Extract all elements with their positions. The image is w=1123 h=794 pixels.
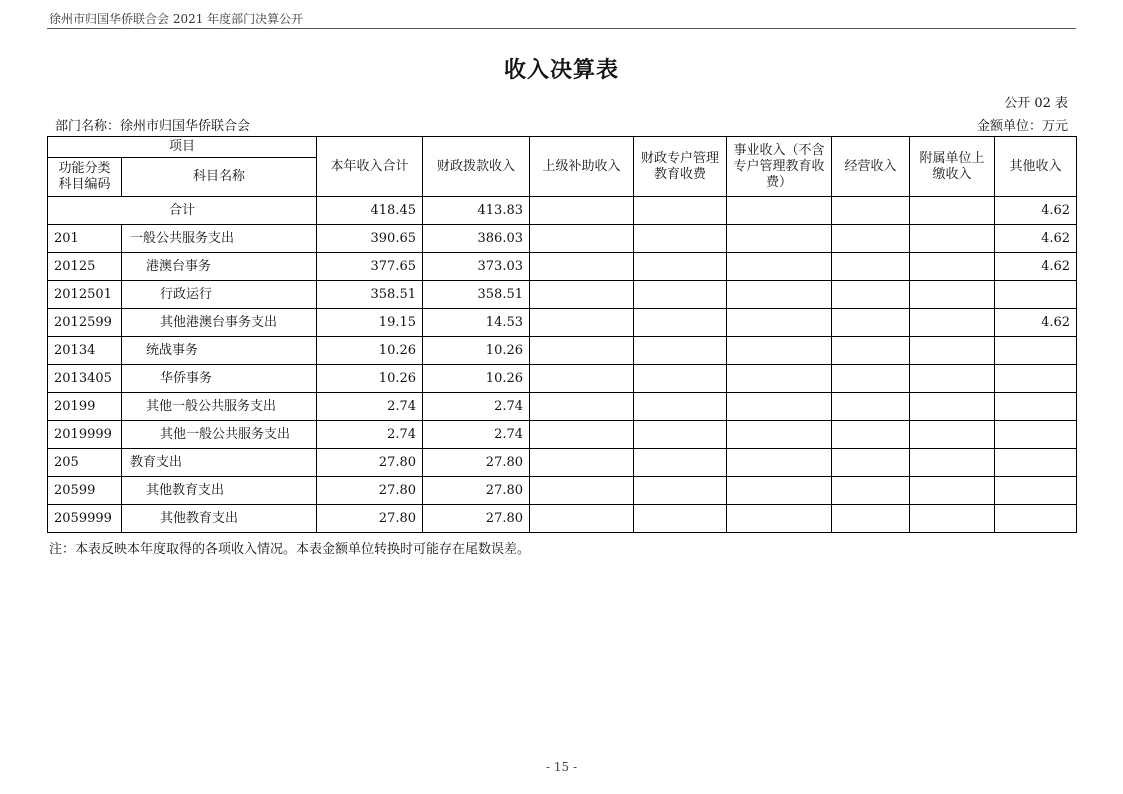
row-ops [832,309,910,337]
row-fiscal: 10.26 [423,337,530,365]
row-ops [832,253,910,281]
header-superior: 上级补助收入 [530,137,634,197]
running-header: 徐州市归国华侨联合会 2021 年度部门决算公开 [49,12,304,26]
row-biz [727,449,832,477]
row-superior [530,505,634,533]
row-fiscal: 14.53 [423,309,530,337]
total-row [48,197,1077,225]
row-total: 10.26 [317,337,423,365]
row-name: 华侨事务 [122,365,317,393]
row-edu [634,421,727,449]
row-name: 其他一般公共服务支出 [122,421,317,449]
row-biz [727,365,832,393]
row-name: 统战事务 [122,337,317,365]
row-total: 27.80 [317,449,423,477]
header-name: 科目名称 [122,158,317,197]
row-fiscal: 358.51 [423,281,530,309]
row-fiscal: 373.03 [423,253,530,281]
total-affil [910,197,995,225]
row-edu [634,393,727,421]
table-row [48,225,1077,253]
row-other [995,393,1077,421]
row-name: 其他教育支出 [122,505,317,533]
header-divider [47,28,1076,29]
table-row [48,449,1077,477]
row-code: 20125 [48,253,122,281]
row-other [995,477,1077,505]
row-biz [727,505,832,533]
row-fiscal: 27.80 [423,477,530,505]
table-row [48,365,1077,393]
header-edu: 财政专户管理教育收费 [634,137,727,197]
total-total: 418.45 [317,197,423,225]
row-superior [530,449,634,477]
table-row [48,505,1077,533]
row-total: 19.15 [317,309,423,337]
row-ops [832,337,910,365]
header-ops: 经营收入 [832,137,910,197]
row-fiscal: 27.80 [423,505,530,533]
row-superior [530,309,634,337]
row-name: 其他一般公共服务支出 [122,393,317,421]
total-label: 合计 [48,197,317,225]
row-total: 377.65 [317,253,423,281]
row-code: 2059999 [48,505,122,533]
row-other: 4.62 [995,253,1077,281]
total-fiscal: 413.83 [423,197,530,225]
row-name: 其他港澳台事务支出 [122,309,317,337]
row-total: 2.74 [317,421,423,449]
row-fiscal: 10.26 [423,365,530,393]
row-code: 201 [48,225,122,253]
row-other [995,337,1077,365]
row-affil [910,365,995,393]
row-edu [634,449,727,477]
row-other [995,505,1077,533]
table-row [48,309,1077,337]
row-edu [634,225,727,253]
row-total: 10.26 [317,365,423,393]
row-affil [910,393,995,421]
table-number: 公开 02 表 [1004,96,1068,111]
row-affil [910,421,995,449]
department-name: 部门名称：徐州市归国华侨联合会 [55,119,251,134]
total-biz [727,197,832,225]
row-superior [530,281,634,309]
total-superior [530,197,634,225]
total-other: 4.62 [995,197,1077,225]
row-ops [832,421,910,449]
row-edu [634,337,727,365]
table-row [48,253,1077,281]
total-ops [832,197,910,225]
row-edu [634,253,727,281]
row-other [995,421,1077,449]
row-ops [832,393,910,421]
row-other [995,281,1077,309]
amount-unit: 金额单位：万元 [976,119,1068,134]
row-superior [530,337,634,365]
header-code: 功能分类科目编码 [48,158,122,197]
row-ops [832,449,910,477]
row-biz [727,337,832,365]
row-code: 2012599 [48,309,122,337]
row-name: 一般公共服务支出 [122,225,317,253]
row-biz [727,281,832,309]
row-ops [832,225,910,253]
row-ops [832,365,910,393]
row-affil [910,337,995,365]
table-row [48,393,1077,421]
table-note: 注：本表反映本年度取得的各项收入情况。本表金额单位转换时可能存在尾数误差。 [49,542,531,557]
row-affil [910,477,995,505]
table-row [48,281,1077,309]
row-name: 行政运行 [122,281,317,309]
row-name: 港澳台事务 [122,253,317,281]
row-affil [910,449,995,477]
row-biz [727,393,832,421]
row-fiscal: 386.03 [423,225,530,253]
row-name: 教育支出 [122,449,317,477]
row-fiscal: 27.80 [423,449,530,477]
row-ops [832,281,910,309]
row-total: 27.80 [317,477,423,505]
row-code: 205 [48,449,122,477]
row-affil [910,253,995,281]
row-edu [634,281,727,309]
row-biz [727,477,832,505]
row-total: 2.74 [317,393,423,421]
header-affil: 附属单位上缴收入 [910,137,995,197]
row-fiscal: 2.74 [423,393,530,421]
row-edu [634,477,727,505]
row-affil [910,225,995,253]
page-title: 收入决算表 [503,57,619,83]
header-other: 其他收入 [995,137,1077,197]
header-row [48,137,1077,158]
table-row [48,477,1077,505]
row-ops [832,477,910,505]
row-code: 20599 [48,477,122,505]
header-total: 本年收入合计 [317,137,423,197]
row-edu [634,309,727,337]
row-biz [727,421,832,449]
row-edu [634,505,727,533]
row-code: 20199 [48,393,122,421]
row-superior [530,477,634,505]
income-table [47,136,1077,533]
row-total: 27.80 [317,505,423,533]
row-ops [832,505,910,533]
table-row [48,337,1077,365]
row-biz [727,309,832,337]
row-other [995,449,1077,477]
row-total: 358.51 [317,281,423,309]
total-edu [634,197,727,225]
row-total: 390.65 [317,225,423,253]
row-superior [530,253,634,281]
row-superior [530,393,634,421]
row-superior [530,225,634,253]
row-name: 其他教育支出 [122,477,317,505]
row-code: 2012501 [48,281,122,309]
page-number: - 15 - [545,760,577,774]
row-biz [727,253,832,281]
row-affil [910,309,995,337]
row-edu [634,365,727,393]
header-fiscal: 财政拨款收入 [423,137,530,197]
row-biz [727,225,832,253]
row-other: 4.62 [995,309,1077,337]
row-code: 20134 [48,337,122,365]
header-biz: 事业收入（不含专户管理教育收费） [727,137,832,197]
row-other [995,365,1077,393]
row-affil [910,505,995,533]
row-superior [530,421,634,449]
row-fiscal: 2.74 [423,421,530,449]
row-other: 4.62 [995,225,1077,253]
row-code: 2013405 [48,365,122,393]
row-affil [910,281,995,309]
table-row [48,421,1077,449]
row-code: 2019999 [48,421,122,449]
header-item: 项目 [48,137,317,158]
row-superior [530,365,634,393]
